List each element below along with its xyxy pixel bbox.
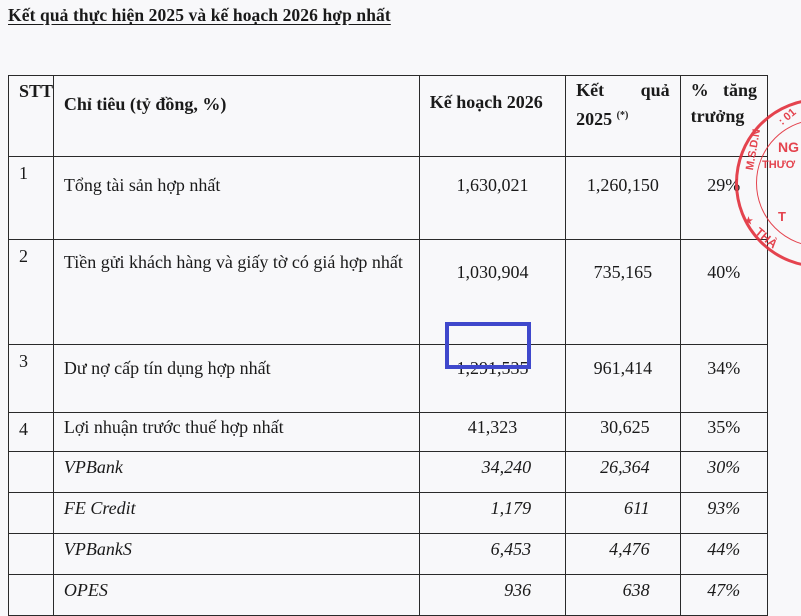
subrow-indicator: OPES — [53, 575, 419, 616]
row-stt-empty — [9, 575, 54, 616]
header-growth-word1: % — [690, 80, 709, 100]
stamp-text-inner2: THƯƠ — [762, 159, 796, 171]
header-result-word1: Kết — [576, 80, 605, 100]
document-title: Kết quả thực hiện 2025 và kế hoạch 2026 hợp nhất — [8, 5, 391, 25]
row-indicator: Tổng tài sản hợp nhất — [53, 157, 419, 240]
row-plan-2026: 1,291,535 — [419, 345, 565, 413]
subrow-result-2025: 638 — [566, 575, 680, 616]
row-growth: 29% — [680, 157, 767, 240]
row-growth: 34% — [680, 345, 767, 413]
subrow-result-2025: 26,364 — [566, 452, 680, 493]
subrow-indicator: VPBank — [53, 452, 419, 493]
header-result-word2: quả — [640, 80, 670, 100]
footnote-marker: (*) — [616, 110, 629, 121]
stamp-star-icon: ★ — [744, 216, 753, 227]
row-stt: 1 — [9, 157, 54, 240]
row-result-2025: 735,165 — [566, 240, 680, 345]
subrow-result-2025: 4,476 — [566, 534, 680, 575]
row-plan-2026: 1,030,904 — [419, 240, 565, 345]
header-result-year: 2025 — [576, 109, 613, 129]
subrow-plan-2026: 1,179 — [419, 493, 565, 534]
header-stt: STT — [9, 76, 54, 157]
subrow-growth: 44% — [680, 534, 767, 575]
row-indicator: Dư nợ cấp tín dụng hợp nhất — [53, 345, 419, 413]
highlight-box — [445, 322, 531, 369]
subrow-indicator: FE Credit — [53, 493, 419, 534]
stamp-text-top: : 01 — [776, 106, 799, 128]
row-stt: 3 — [9, 345, 54, 413]
table-row — [9, 345, 768, 413]
table-row — [9, 157, 768, 240]
table-subrow — [9, 534, 768, 575]
table-row — [9, 413, 768, 452]
row-indicator: Lợi nhuận trước thuế hợp nhất — [53, 413, 419, 452]
stamp-text-inner1: NG — [778, 139, 799, 155]
row-indicator: Tiền gửi khách hàng và giấy tờ có giá hợp nhất — [53, 240, 419, 345]
header-indicator: Chỉ tiêu (tỷ đồng, %) — [53, 76, 419, 157]
row-stt: 4 — [9, 413, 54, 452]
header-growth-word2: tăng — [722, 80, 757, 100]
header-plan-2026: Kế hoạch 2026 — [419, 76, 565, 157]
stamp-text-inner3: T — [778, 209, 786, 224]
subrow-plan-2026: 34,240 — [419, 452, 565, 493]
subrow-indicator: VPBankS — [53, 534, 419, 575]
row-stt-empty — [9, 493, 54, 534]
row-growth: 40% — [680, 240, 767, 345]
subrow-growth: 30% — [680, 452, 767, 493]
subrow-plan-2026: 936 — [419, 575, 565, 616]
header-growth-line2: trưởng — [690, 106, 745, 126]
subrow-growth: 93% — [680, 493, 767, 534]
subrow-growth: 47% — [680, 575, 767, 616]
row-result-2025: 30,625 — [566, 413, 680, 452]
subrow-result-2025: 611 — [566, 493, 680, 534]
row-stt-empty — [9, 534, 54, 575]
results-table — [8, 75, 768, 616]
row-result-2025: 1,260,150 — [566, 157, 680, 240]
header-result-2025 — [566, 76, 680, 157]
table-subrow — [9, 452, 768, 493]
subrow-plan-2026: 6,453 — [419, 534, 565, 575]
stamp-text-left: M.S.D.N — [744, 128, 764, 172]
stamp-text-bottom: THÀ — [752, 224, 781, 252]
row-growth: 35% — [680, 413, 767, 452]
row-plan-2026: 41,323 — [419, 413, 565, 452]
row-stt-empty — [9, 452, 54, 493]
table-row — [9, 240, 768, 345]
table-header-row — [9, 76, 768, 157]
row-stt: 2 — [9, 240, 54, 345]
table-subrow — [9, 493, 768, 534]
row-plan-2026: 1,630,021 — [419, 157, 565, 240]
row-result-2025: 961,414 — [566, 345, 680, 413]
table-subrow — [9, 575, 768, 616]
